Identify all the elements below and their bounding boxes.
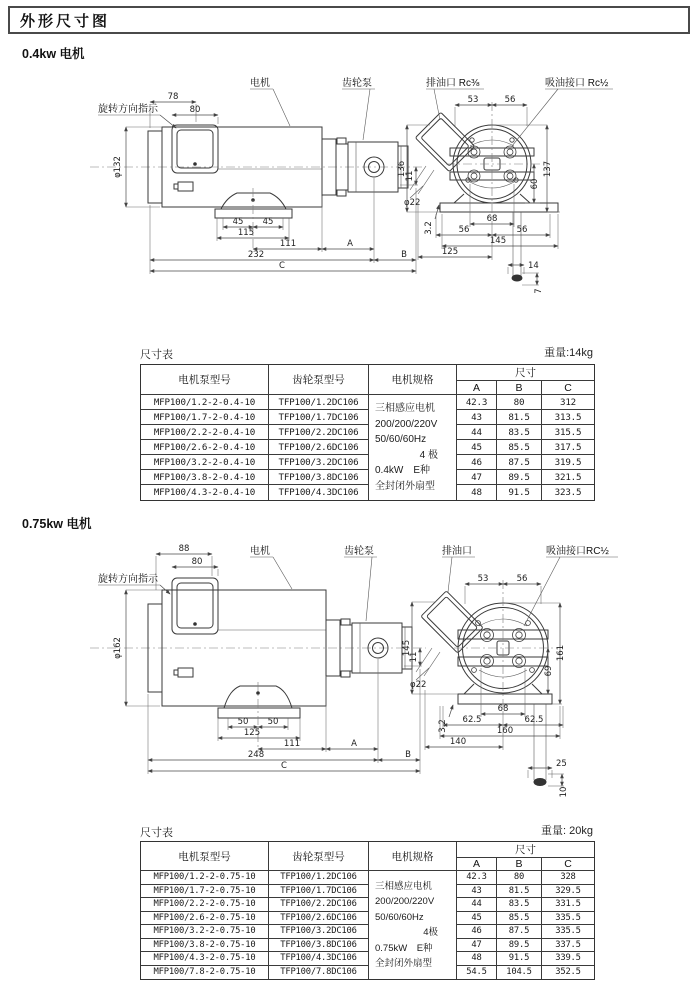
side-dimensions bbox=[113, 544, 422, 774]
table-title-2: 尺寸表 bbox=[140, 827, 173, 839]
cell-c: 339.5 bbox=[542, 952, 594, 966]
cell-a: 47 bbox=[457, 470, 497, 485]
label-rotation-indicator: 旋转方向指示 bbox=[98, 104, 158, 115]
dim-69: 69 bbox=[544, 665, 554, 677]
cell-model: MFP100/7.8-2-0.75-10 bbox=[141, 966, 269, 980]
page-title-box bbox=[8, 6, 690, 34]
cell-b: 91.5 bbox=[497, 952, 542, 966]
cell-model: MFP100/4.3-2-0.4-10 bbox=[141, 485, 269, 500]
cell-model: MFP100/3.8-2-0.75-10 bbox=[141, 939, 269, 953]
cell-b: 80 bbox=[497, 871, 542, 885]
cell-b: 91.5 bbox=[497, 485, 542, 500]
label-drain-port: 排油口 Rc⅜ bbox=[426, 78, 480, 89]
cell-c: 323.5 bbox=[542, 485, 594, 500]
side-view bbox=[90, 125, 422, 252]
dimension-table-0-75kw bbox=[140, 841, 595, 980]
cell-model: MFP100/2.2-2-0.4-10 bbox=[141, 425, 269, 440]
dim-A: A bbox=[347, 239, 353, 249]
cell-b: 83.5 bbox=[497, 898, 542, 912]
cell-c: 352.5 bbox=[542, 966, 594, 980]
label-drain-port: 排油口 bbox=[442, 546, 472, 557]
cell-b: 80 bbox=[497, 395, 542, 410]
cell-model: MFP100/3.8-2-0.4-10 bbox=[141, 470, 269, 485]
spec-line: 4极 bbox=[423, 927, 438, 938]
cell-a: 46 bbox=[457, 455, 497, 470]
cell-b: 81.5 bbox=[497, 885, 542, 899]
cell-gear: TFP100/3.8DC106 bbox=[269, 939, 369, 953]
dim-B: B bbox=[405, 750, 411, 760]
callout-labels bbox=[98, 76, 613, 146]
dim-3-2: 3.2 bbox=[424, 221, 434, 235]
dim-68: 68 bbox=[497, 704, 509, 714]
col-header-dims: 尺寸 bbox=[457, 365, 594, 381]
cell-c: 319.5 bbox=[542, 455, 594, 470]
dim-53: 53 bbox=[477, 574, 489, 584]
front-view bbox=[416, 580, 556, 786]
label-gear-pump: 齿轮泵 bbox=[344, 546, 374, 557]
dim-10: 10 bbox=[559, 786, 569, 798]
dim-232: 232 bbox=[247, 250, 265, 260]
side-dimensions bbox=[113, 92, 421, 274]
col-header-c: C bbox=[542, 381, 594, 395]
cell-b: 81.5 bbox=[497, 410, 542, 425]
side-view bbox=[90, 578, 426, 752]
cell-a: 47 bbox=[457, 939, 497, 953]
cell-a: 54.5 bbox=[457, 966, 497, 980]
motor-spec-cell bbox=[369, 871, 457, 979]
col-header-b: B bbox=[497, 381, 542, 395]
col-header-spec: 电机规格 bbox=[369, 842, 457, 871]
spec-line: 0.75kW E种 bbox=[375, 942, 433, 954]
dim-115: 115 bbox=[237, 228, 255, 238]
col-header-c: C bbox=[542, 858, 594, 871]
cell-c: 321.5 bbox=[542, 470, 594, 485]
col-header-spec: 电机规格 bbox=[369, 365, 457, 395]
dim-dia162: φ162 bbox=[113, 637, 123, 659]
spec-line: 全封闭外扇型 bbox=[375, 958, 433, 969]
cell-model: MFP100/3.2-2-0.4-10 bbox=[141, 455, 269, 470]
dim-145: 145 bbox=[402, 639, 412, 657]
dim-14: 14 bbox=[528, 261, 539, 271]
dim-80: 80 bbox=[189, 105, 201, 115]
cell-c: 312 bbox=[542, 395, 594, 410]
cell-gear: TFP100/3.8DC106 bbox=[269, 470, 369, 485]
cell-model: MFP100/2.2-2-0.75-10 bbox=[141, 898, 269, 912]
spec-line: 50/60/60Hz bbox=[375, 911, 424, 923]
dim-125: 125 bbox=[243, 728, 261, 738]
cell-c: 313.5 bbox=[542, 410, 594, 425]
dim-137: 137 bbox=[543, 160, 553, 178]
dim-phi22: φ22 bbox=[410, 680, 427, 690]
spec-line: 全封闭外扇型 bbox=[375, 480, 435, 492]
front-dimensions bbox=[402, 574, 569, 797]
cell-model: MFP100/1.7-2-0.4-10 bbox=[141, 410, 269, 425]
cell-b: 85.5 bbox=[497, 440, 542, 455]
col-header-model: 电机泵型号 bbox=[141, 842, 269, 871]
dim-50a: 50 bbox=[237, 717, 249, 727]
col-header-gear: 齿轮泵型号 bbox=[269, 842, 369, 871]
dim-160: 160 bbox=[496, 726, 514, 736]
cell-model: MFP100/1.2-2-0.75-10 bbox=[141, 871, 269, 885]
dim-140: 140 bbox=[449, 737, 467, 747]
cell-gear: TFP100/4.3DC106 bbox=[269, 952, 369, 966]
spec-line: 三相感应电机 bbox=[375, 880, 433, 892]
cell-a: 44 bbox=[457, 425, 497, 440]
cell-b: 104.5 bbox=[497, 966, 542, 980]
cell-gear: TFP100/3.2DC106 bbox=[269, 455, 369, 470]
dim-145: 145 bbox=[489, 236, 507, 246]
cell-gear: TFP100/1.7DC106 bbox=[269, 410, 369, 425]
cell-model: MFP100/1.2-2-0.4-10 bbox=[141, 395, 269, 410]
dim-62-5b: 62.5 bbox=[524, 715, 544, 725]
cell-c: 335.5 bbox=[542, 925, 594, 939]
cell-gear: TFP100/2.2DC106 bbox=[269, 898, 369, 912]
cell-c: 328 bbox=[542, 871, 594, 885]
cell-c: 335.5 bbox=[542, 912, 594, 926]
col-header-a: A bbox=[457, 858, 497, 871]
dim-dia132: φ132 bbox=[113, 156, 123, 178]
cell-gear: TFP100/1.7DC106 bbox=[269, 885, 369, 899]
cell-gear: TFP100/1.2DC106 bbox=[269, 395, 369, 410]
col-header-b: B bbox=[497, 858, 542, 871]
cell-b: 89.5 bbox=[497, 939, 542, 953]
cell-a: 45 bbox=[457, 440, 497, 455]
motor-spec-cell bbox=[369, 395, 457, 500]
dim-11: 11 bbox=[409, 651, 419, 663]
dim-45a: 45 bbox=[232, 217, 244, 227]
dim-136: 136 bbox=[397, 160, 407, 178]
spec-line: 200/200/220V bbox=[375, 418, 438, 430]
dim-68: 68 bbox=[486, 214, 498, 224]
dim-25: 25 bbox=[556, 759, 567, 769]
section-heading-0-75kw: 0.75kw 电机 bbox=[22, 517, 92, 531]
cell-c: 331.5 bbox=[542, 898, 594, 912]
table-title-1: 尺寸表 bbox=[140, 349, 173, 361]
cell-a: 46 bbox=[457, 925, 497, 939]
spec-line: 三相感应电机 bbox=[375, 403, 435, 414]
drawing-0-75kw bbox=[60, 540, 700, 820]
dim-62-5a: 62.5 bbox=[462, 715, 482, 725]
cell-a: 42.3 bbox=[457, 871, 497, 885]
col-header-a: A bbox=[457, 381, 497, 395]
dim-161: 161 bbox=[556, 644, 566, 662]
dim-111: 111 bbox=[279, 239, 297, 249]
label-suction-port: 吸油接口 Rc½ bbox=[545, 78, 609, 89]
cell-model: MFP100/1.7-2-0.75-10 bbox=[141, 885, 269, 899]
cell-c: 329.5 bbox=[542, 885, 594, 899]
cell-a: 44 bbox=[457, 898, 497, 912]
weight-label-1: 重量:14kg bbox=[544, 347, 593, 359]
cell-b: 89.5 bbox=[497, 470, 542, 485]
cell-c: 317.5 bbox=[542, 440, 594, 455]
dim-phi22: φ22 bbox=[404, 198, 421, 208]
cell-model: MFP100/3.2-2-0.75-10 bbox=[141, 925, 269, 939]
dim-248: 248 bbox=[247, 750, 265, 760]
cell-c: 315.5 bbox=[542, 425, 594, 440]
dim-7: 7 bbox=[534, 288, 544, 294]
spec-line: 200/200/220V bbox=[375, 896, 435, 907]
cell-a: 48 bbox=[457, 952, 497, 966]
cell-gear: TFP100/1.2DC106 bbox=[269, 871, 369, 885]
page-title: 外形尺寸图 bbox=[20, 12, 111, 30]
cell-b: 85.5 bbox=[497, 912, 542, 926]
cell-model: MFP100/2.6-2-0.4-10 bbox=[141, 440, 269, 455]
dim-111: 111 bbox=[283, 739, 301, 749]
dim-B: B bbox=[401, 250, 407, 260]
dim-60: 60 bbox=[530, 178, 540, 190]
dim-50b: 50 bbox=[267, 717, 279, 727]
spec-line: 50/60/60Hz bbox=[375, 434, 427, 445]
dim-C: C bbox=[279, 261, 285, 271]
cell-gear: TFP100/7.8DC106 bbox=[269, 966, 369, 980]
dim-56b: 56 bbox=[516, 225, 528, 235]
callout-labels bbox=[98, 544, 618, 626]
cell-gear: TFP100/3.2DC106 bbox=[269, 925, 369, 939]
col-header-dims: 尺寸 bbox=[457, 842, 594, 858]
cell-b: 87.5 bbox=[497, 455, 542, 470]
weight-label-2: 重量: 20kg bbox=[541, 825, 593, 837]
spec-line: 0.4kW E种 bbox=[375, 465, 431, 476]
cell-a: 48 bbox=[457, 485, 497, 500]
dim-56a: 56 bbox=[458, 225, 470, 235]
cell-a: 43 bbox=[457, 410, 497, 425]
cell-c: 337.5 bbox=[542, 939, 594, 953]
cell-a: 43 bbox=[457, 885, 497, 899]
cell-gear: TFP100/4.3DC106 bbox=[269, 485, 369, 500]
cell-gear: TFP100/2.2DC106 bbox=[269, 425, 369, 440]
dim-45b: 45 bbox=[262, 217, 274, 227]
dim-80: 80 bbox=[191, 557, 203, 567]
drawing-0-4kw bbox=[60, 72, 700, 324]
label-rotation-indicator: 旋转方向指示 bbox=[98, 574, 158, 585]
label-motor: 电机 bbox=[250, 78, 270, 89]
label-suction-port: 吸油接口RC½ bbox=[546, 546, 609, 557]
cell-gear: TFP100/2.6DC106 bbox=[269, 912, 369, 926]
dim-A: A bbox=[351, 739, 357, 749]
label-motor: 电机 bbox=[250, 546, 270, 557]
spec-line: 4 极 bbox=[419, 449, 438, 461]
label-gear-pump: 齿轮泵 bbox=[342, 78, 372, 89]
cell-model: MFP100/4.3-2-0.75-10 bbox=[141, 952, 269, 966]
col-header-model: 电机泵型号 bbox=[141, 365, 269, 395]
col-header-gear: 齿轮泵型号 bbox=[269, 365, 369, 395]
cell-b: 83.5 bbox=[497, 425, 542, 440]
dim-C: C bbox=[281, 761, 287, 771]
section-heading-0-4kw: 0.4kw 电机 bbox=[22, 47, 85, 61]
dim-56: 56 bbox=[504, 95, 516, 105]
cell-model: MFP100/2.6-2-0.75-10 bbox=[141, 912, 269, 926]
cell-gear: TFP100/2.6DC106 bbox=[269, 440, 369, 455]
dim-88: 88 bbox=[178, 544, 190, 554]
cell-b: 87.5 bbox=[497, 925, 542, 939]
cell-a: 45 bbox=[457, 912, 497, 926]
cell-a: 42.3 bbox=[457, 395, 497, 410]
dim-78: 78 bbox=[167, 92, 179, 102]
dim-11: 11 bbox=[405, 170, 415, 182]
dim-56: 56 bbox=[516, 574, 528, 584]
dim-53: 53 bbox=[467, 95, 479, 105]
dim-3-2: 3.2 bbox=[438, 719, 448, 733]
dimension-table-0-4kw bbox=[140, 364, 595, 501]
front-dimensions bbox=[397, 95, 560, 294]
dim-125: 125 bbox=[441, 247, 459, 257]
front-view bbox=[410, 102, 558, 282]
